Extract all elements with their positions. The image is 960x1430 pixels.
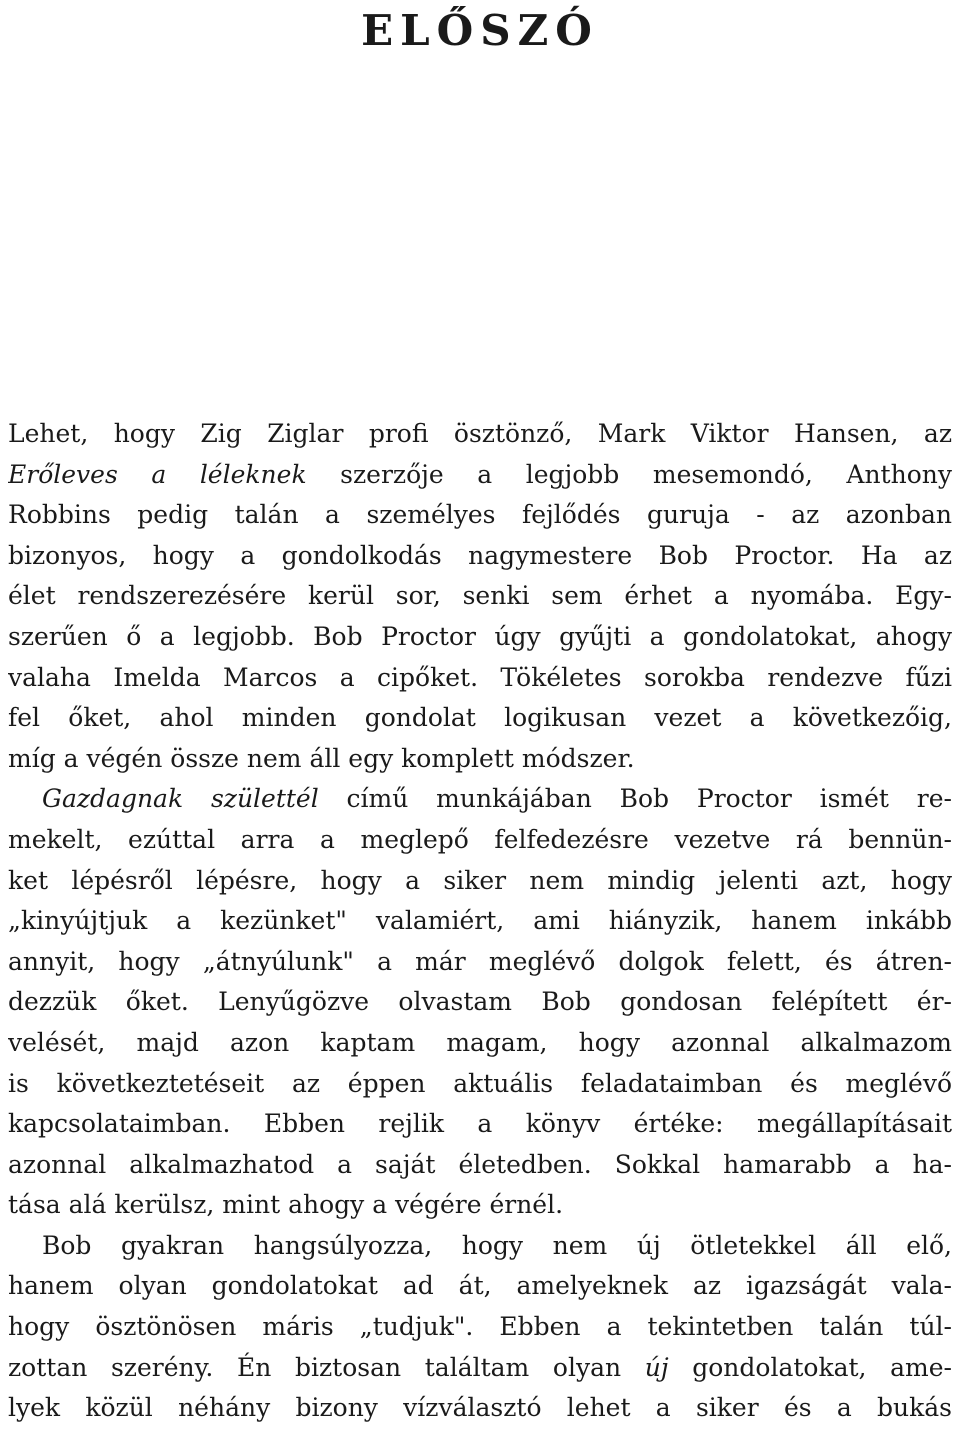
text-line [8, 495, 952, 536]
text-segment: lyek közül néhány bizony vízválasztó lehet a siker és a bukás [8, 1393, 952, 1423]
text-segment: mekelt, ezúttal arra a meglepő felfedezésre vezetve rá bennün- [8, 824, 952, 854]
text-segment: hogy ösztönösen máris „tudjuk". Ebben a tekintetben talán túl- [8, 1312, 952, 1342]
text-segment: tása alá kerülsz, mint ahogy a végére érnél. [8, 1190, 564, 1220]
text-segment: kapcsolataimban. Ebben rejlik a könyv értéke: megállapításait [8, 1109, 952, 1139]
text-line [8, 1185, 952, 1226]
text-segment: dezzük őket. Lenyűgözve olvastam Bob gondosan felépített ér- [8, 987, 952, 1017]
text-segment: ket lépésről lépésre, hogy a siker nem mindig jelenti azt, hogy [8, 865, 952, 895]
text-segment: élet rendszerezésére kerül sor, senki sem érhet a nyomába. Egy- [8, 581, 952, 611]
italic-title-text: Gazdagnak születtél [42, 784, 319, 814]
text-line [8, 576, 952, 617]
text-line [8, 820, 952, 861]
text-line [8, 739, 952, 780]
text-segment: is következtetéseit az éppen aktuális feladataimban és meglévő [8, 1068, 952, 1098]
text-line [8, 901, 952, 942]
text-segment: míg a végén össze nem áll egy komplett módszer. [8, 743, 635, 773]
text-segment: azonnal alkalmazhatod a saját életedben. Sokkal hamarabb a ha- [8, 1149, 952, 1179]
text-segment: Robbins pedig talán a személyes fejlődés guruja - az azonban [8, 500, 952, 530]
text-line [8, 1145, 952, 1186]
text-segment: „kinyújtjuk a kezünket" valamiért, ami hiányzik, hanem inkább [8, 906, 952, 936]
text-line [8, 942, 952, 983]
text-line [8, 1104, 952, 1145]
text-line [8, 617, 952, 658]
italic-title-text: Erőleves a léleknek [8, 459, 307, 489]
foreword-body [8, 414, 952, 1429]
text-line [8, 1226, 952, 1267]
text-line [8, 1388, 952, 1429]
text-segment: Bob gyakran hangsúlyozza, hogy nem új ötletekkel áll elő, [42, 1230, 952, 1260]
text-segment: szerűen ő a legjobb. Bob Proctor úgy gyűjti a gondolatokat, ahogy [8, 621, 952, 651]
text-line [8, 1348, 952, 1389]
text-segment: bizonyos, hogy a gondolkodás nagymestere Bob Proctor. Ha az [8, 540, 952, 570]
text-segment: velését, majd azon kaptam magam, hogy azonnal alkalmazom [8, 1027, 952, 1057]
text-segment: zottan szerény. Én biztosan találtam olyan [8, 1352, 645, 1382]
text-line [8, 455, 952, 496]
text-line [8, 1266, 952, 1307]
text-line [8, 1307, 952, 1348]
text-segment: gondolatokat, ame- [668, 1352, 952, 1382]
text-segment: fel őket, ahol minden gondolat logikusan vezet a következőig, [8, 703, 952, 733]
text-line [8, 658, 952, 699]
page-title: ELŐSZÓ [361, 6, 599, 55]
text-line [8, 536, 952, 577]
text-line [8, 698, 952, 739]
text-line [8, 1023, 952, 1064]
text-segment: Lehet, hogy Zig Ziglar profi ösztönző, Mark Viktor Hansen, az [8, 419, 952, 448]
text-segment: című munkájában Bob Proctor ismét re- [318, 784, 952, 814]
text-line [8, 414, 952, 455]
italic-title-text: új [644, 1352, 669, 1382]
text-line [8, 982, 952, 1023]
text-line [8, 779, 952, 820]
text-segment: annyit, hogy „átnyúlunk" a már meglévő dolgok felett, és átren- [8, 946, 952, 976]
text-line [8, 1064, 952, 1105]
text-segment: szerzője a legjobb mesemondó, Anthony [306, 459, 952, 489]
text-segment: valaha Imelda Marcos a cipőket. Tökéletes sorokba rendezve fűzi [8, 662, 952, 692]
text-segment: hanem olyan gondolatokat ad át, amelyeknek az igazságát vala- [8, 1271, 952, 1301]
text-line [8, 861, 952, 902]
